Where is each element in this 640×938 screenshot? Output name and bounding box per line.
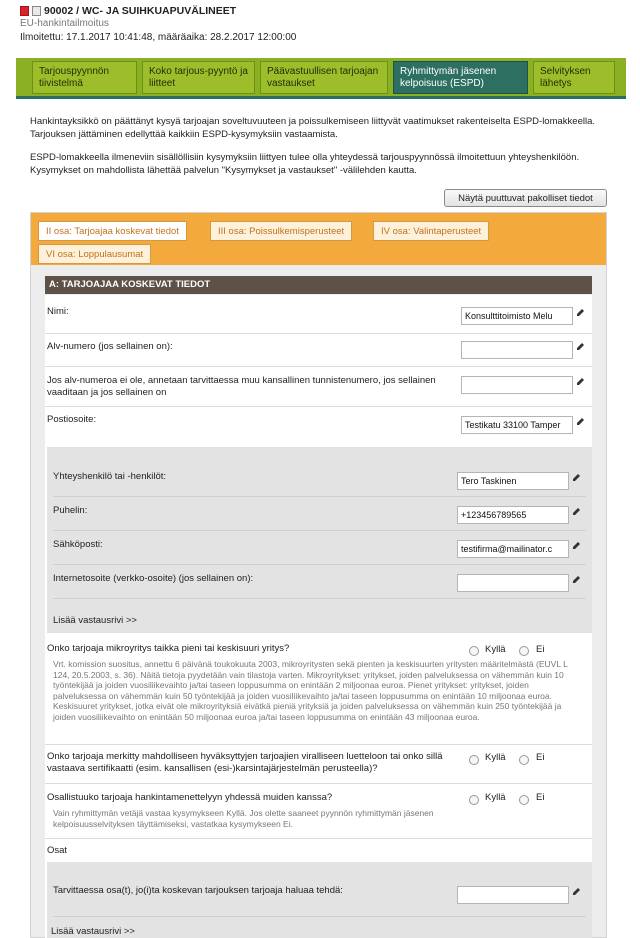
tab-full-request[interactable]: Koko tarjous-pyyntö ja liitteet xyxy=(142,61,255,94)
edit-icon[interactable] xyxy=(576,308,585,317)
tab-send[interactable]: Selvityksen lähetys xyxy=(533,61,615,94)
sme-yes-radio[interactable] xyxy=(469,646,479,656)
add-contact-row-link[interactable]: Lisää vastausrivi >> xyxy=(53,615,137,626)
vat-label: Alv-numero (jos sellainen on): xyxy=(47,341,173,352)
notice-type: EU-hankintailmoitus xyxy=(20,18,109,29)
excel-icon[interactable] xyxy=(32,6,41,16)
lots-label: Tarvittaessa osa(t), jo(i)ta koskevan tarjouksen tarjoaja haluaa tehdä: xyxy=(53,885,343,896)
group-no-label: Ei xyxy=(536,792,545,803)
edit-icon[interactable] xyxy=(576,417,585,426)
website-label: Internetosoite (verkko-osoite) (jos sellainen on): xyxy=(53,573,254,584)
edit-icon[interactable] xyxy=(576,342,585,351)
part-tab-bar xyxy=(31,213,606,265)
email-label: Sähköposti: xyxy=(53,539,103,550)
notice-dates: Ilmoitettu: 17.1.2017 10:41:48, määräaika: 28.2.2017 12:00:00 xyxy=(20,32,297,43)
vat-input[interactable] xyxy=(461,341,573,359)
contact-person-input[interactable]: Tero Taskinen xyxy=(457,472,569,490)
national-id-label: Jos alv-numeroa ei ole, annetaan tarvittaessa muu kansallinen tunnistenumero, jos sellainen vaaditaan ja jos sellainen on xyxy=(47,375,436,398)
tab-member-espd[interactable]: Ryhmittymän jäsenen kelpoisuus (ESPD) xyxy=(393,61,528,94)
show-missing-button[interactable]: Näytä puuttuvat pakolliset tiedot xyxy=(444,189,607,207)
sme-yes-label: Kyllä xyxy=(485,644,506,655)
divider xyxy=(45,406,592,407)
divider xyxy=(45,333,592,334)
add-lots-row-link[interactable]: Lisää vastausrivi >> xyxy=(51,926,135,937)
part-tab-4[interactable]: IV osa: Valintaperusteet xyxy=(373,221,489,241)
phone-input[interactable]: +123456789565 xyxy=(457,506,569,524)
edit-icon[interactable] xyxy=(572,507,581,516)
lots-heading: Osat xyxy=(47,845,68,856)
intro-paragraph-2: ESPD-lomakkeella ilmeneviin sisällöllisiin kysymyksiin liittyen tulee olla yhteydessä tarjouspyynnössä ilmoitettuun yhteyshenkilöön. Kysymykset on mahdollista lähettää palvelun "Kysymykset ja vastaukset" -välilehden kautta. xyxy=(30,152,580,176)
name-input[interactable]: Konsulttitoimisto Melu xyxy=(461,307,573,325)
group-yes-radio[interactable] xyxy=(469,795,479,805)
main-tab-bar xyxy=(16,58,626,99)
group-yes-label: Kyllä xyxy=(485,792,506,803)
contact-person-label: Yhteyshenkilö tai -henkilöt: xyxy=(53,471,167,482)
edit-icon[interactable] xyxy=(576,377,585,386)
sme-question: Onko tarjoaja mikroyritys taikka pieni tai keskisuuri yritys? xyxy=(47,643,290,654)
divider xyxy=(53,916,586,917)
tab-lead-answers[interactable]: Päävastuullisen tarjoajan vastaukset xyxy=(260,61,388,94)
divider xyxy=(53,598,586,599)
group-no-radio[interactable] xyxy=(519,795,529,805)
national-id-input[interactable] xyxy=(461,376,573,394)
sme-no-radio[interactable] xyxy=(519,646,529,656)
name-label: Nimi: xyxy=(47,306,69,317)
sme-no-label: Ei xyxy=(536,644,545,655)
edit-icon[interactable] xyxy=(572,541,581,550)
official-list-question: Onko tarjoaja merkitty mahdolliseen hyväksyttyjen tarjoajien viralliseen luetteloon tai onko sillä vastaava sertifikaatti (esim. kansallisen (esi-)karsintajärjestelmän perusteella)? xyxy=(47,751,443,774)
divider xyxy=(53,564,586,565)
group-question: Osallistuuko tarjoaja hankintamenettelyyn yhdessä muiden kanssa? xyxy=(47,792,333,803)
divider xyxy=(53,496,586,497)
edit-icon[interactable] xyxy=(572,473,581,482)
part-tab-3[interactable]: III osa: Poissulkemisperusteet xyxy=(210,221,352,241)
page-header xyxy=(20,5,620,43)
intro-paragraph-1: Hankintayksikkö on päättänyt kysyä tarjoajan soveltuvuuteen ja poissulkemiseen liittyvät vaatimukset rakenteiselta ESPD-lomakkeella. Tarjouksen jättäminen edellyttää kaikkiin ESPD-kysymyksiin vastaamista. xyxy=(30,116,595,140)
sme-note: Vrt. komission suositus, annettu 6 päivänä toukokuuta 2003, mikroyritysten sekä pienten ja keskisuurten yritysten määritelmästä (EUVL L 124, 20.5.2003, s. 36). Näitä tietoja pyydetään vain tilastoja varten. Mikroyritykset: yritykset, joiden palveluksessa on vähemmän kuin 10 työntekijää ja joiden vuosiliikevaihto ja/tai taseen loppusumma on enintään 2 miljoonaa euroa. Pienet yritykset: yritykset, joiden palveluksessa on vähemmän kuin 50 työntekijää ja joiden vuosiliikevaihto ja/tai taseen loppusumma on enintään 10 miljoonaa euroa. Keskisuuret yritykset, jotka eivät ole mikroyrityksiä eivätkä pieniä yrityksiä ja joiden palveluksessa on vähemmän kuin 250 työntekijää ja joiden vuosiliikevaihto on enintään 50 miljoonaa euroa ja/tai taseen loppusumma on enintään 43 miljoonaa euroa. xyxy=(53,659,568,722)
tab-summary[interactable]: Tarjouspyynnön tiivistelmä xyxy=(32,61,137,94)
list-yes-label: Kyllä xyxy=(485,752,506,763)
edit-icon[interactable] xyxy=(572,575,581,584)
section-title: A: TARJOAJAA KOSKEVAT TIEDOT xyxy=(45,276,592,294)
address-input[interactable]: Testikatu 33100 Tamper xyxy=(461,416,573,434)
email-input[interactable]: testifirma@mailinator.c xyxy=(457,540,569,558)
lots-input[interactable] xyxy=(457,886,569,904)
address-label: Postiosoite: xyxy=(47,414,97,425)
page-title: 90002 / WC- JA SUIHKUAPUVÄLINEET xyxy=(44,5,237,17)
divider xyxy=(45,366,592,367)
list-no-label: Ei xyxy=(536,752,545,763)
section-content xyxy=(45,295,592,938)
divider xyxy=(45,838,592,839)
header-title-row xyxy=(20,5,620,17)
list-yes-radio[interactable] xyxy=(469,755,479,765)
divider xyxy=(53,530,586,531)
list-no-radio[interactable] xyxy=(519,755,529,765)
pdf-icon[interactable] xyxy=(20,6,29,16)
part-tab-2[interactable]: II osa: Tarjoajaa koskevat tiedot xyxy=(38,221,187,241)
edit-icon[interactable] xyxy=(572,887,581,896)
group-note: Vain ryhmittymän vetäjä vastaa kysymykseen Kyllä. Jos olette saaneet pyynnön ryhmittymän jäsenen kelpoisuusselvityksen täyttämiseksi, vastatkaa kysymykseen Ei. xyxy=(53,808,434,829)
website-input[interactable] xyxy=(457,574,569,592)
phone-label: Puhelin: xyxy=(53,505,88,516)
divider xyxy=(45,783,592,784)
part-tab-6[interactable]: VI osa: Loppulausumat xyxy=(38,244,151,264)
divider xyxy=(45,744,592,745)
